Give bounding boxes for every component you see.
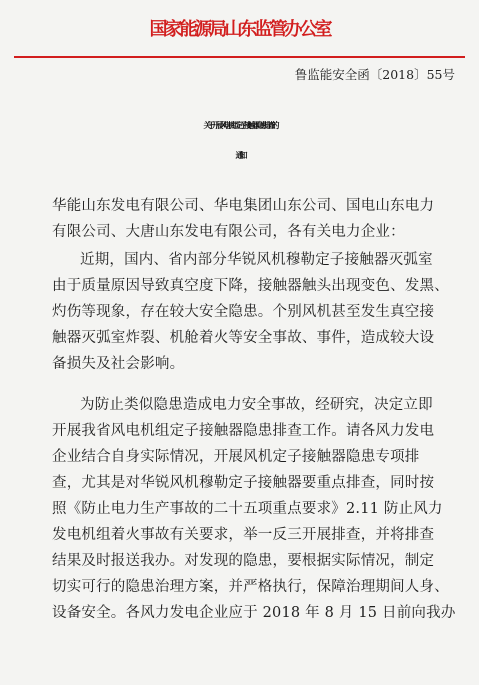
paragraph-line: 发电机组着火事故有关要求，举一反三开展排查，并将排查: [52, 527, 435, 543]
paragraph-line: 企业结合自身实际情况，开展风机定子接触器隐患专项排: [52, 449, 420, 465]
addressee-line: 华能山东发电有限公司、华电集团山东公司、国电山东电力: [52, 198, 435, 214]
header-red-rule: [14, 56, 465, 58]
paragraph-line: 切实可行的隐患治理方案，并严格执行，保障治理期间人身、: [52, 579, 449, 595]
paragraph-line: 由于质量原因导致真空度下降，接触器触头出现变色、发黑、: [52, 278, 449, 294]
notice-title-line-2: 通知: [235, 151, 244, 160]
paragraph-line: 照《防止电力生产事故的二十五项重点要求》2.11 防止风力: [52, 501, 443, 517]
paragraph-line: 近期，国内、省内部分华锐风机穆勒定子接触器灭弧室: [80, 252, 433, 268]
paragraph-line: 备损失及社会影响。: [52, 356, 185, 372]
paragraph-line: 为防止类似隐患造成电力安全事故，经研究，决定立即: [80, 397, 433, 413]
addressee-line: 有限公司、大唐山东发电有限公司，各有关电力企业：: [52, 224, 405, 240]
paragraph-line: 开展我省风电机组定子接触器隐患排查工作。请各风力发电: [52, 423, 435, 439]
issuing-authority-header: 国家能源局山东监管办公室: [149, 19, 330, 40]
paragraph-line: 触器灭弧室炸裂、机舱着火等安全事故、事件，造成较大设: [52, 330, 435, 346]
paragraph-line: 查，尤其是对华锐风机穆勒定子接触器要重点排查，同时按: [52, 475, 435, 491]
paragraph-line: 设备安全。各风力发电企业应于 2018 年 8 月 15 日前向我办: [52, 605, 456, 621]
paragraph-line: 结果及时报送我办。对发现的隐患，要根据实际情况，制定: [52, 553, 435, 569]
notice-title-line-1: 关于开展风电机组定子接触器隐患排查的: [203, 121, 276, 130]
paragraph-line: 灼伤等现象，存在较大安全隐患。个别风机甚至发生真空接: [52, 304, 435, 320]
document-number: 鲁监能安全函〔2018〕55号: [294, 67, 455, 82]
